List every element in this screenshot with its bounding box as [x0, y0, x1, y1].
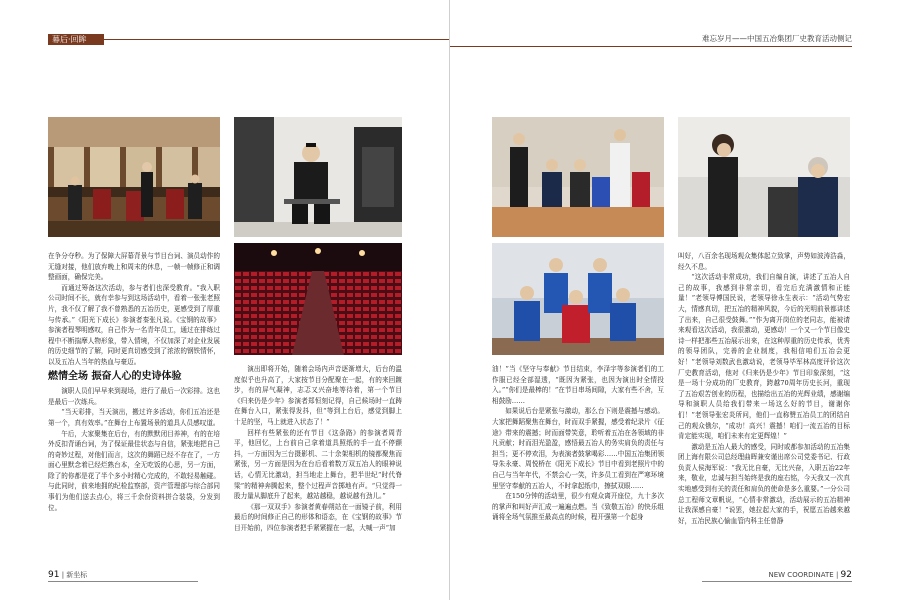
right-footer: NEW COORDINATE | 92	[768, 570, 852, 580]
magazine-name-english: NEW COORDINATE	[768, 571, 834, 579]
header-rule	[104, 39, 449, 40]
paragraph: 而通过筹备这次活动，参与者们也深受教育。“我入职公司时间不长，就有幸参与到这场活动中，看着一张张老照片，我不仅了解了我不曾熟悉的五冶历史，更感受到了厚重与传承。”《阳光下成长》参演者秦张凡说。《宝钢的故事》参演者程琴明感叹，自己作为一名青年员工，通过在排练过程中不断揣摩人物形象，带入情境，不仅加深了对企业发展的历史细节的了解，同时更真切感受到了浓浓的钢铁情怀，以及五冶人当年的热血与豪迈。	[48, 283, 220, 366]
footer-rule	[702, 581, 852, 582]
paragraph: 激动是五冶人最大的感受，同时或都参加活动的五冶集团上海有限公司总经理曲晖兼安谨出席公司党委书记、行政负责人侯海军说：“我无比自豪，无比兴奋，入职五冶22年来，敬业，忠诚与担当始终是我的座右铭，今天我又一次真实地感受到有关的责任和肩负的使命是多么重要。”一分公司总工程师文章帆说，“心情非常激动，活动展示的五冶精神让我深感自豪！”说罢，她拉起大家的手，祝愿五冶越来越好，五冶民族心愉血管内科主任曾静	[678, 442, 850, 525]
photo-performers-on-stage	[492, 117, 664, 237]
magazine-name: 新坐标	[66, 571, 88, 579]
page-number: 92	[840, 570, 852, 580]
left-column-2	[234, 364, 402, 534]
paragraph: 回样有些紧张的还有节目《这条路》的参演者周青平，他回忆，上台前自己拿着道具照纸的手一直不停颤抖，一方面因为三台摄影机、二十余架相机的镜都聚焦而紧张，另一方面是因为在台后看着数万双五冶人的眼神说话，心情无比激动，担当地走上舞台，把半世纪“时代脊梁”的精神奔腾起来，整个过程声音掷地有声。“只觉得一股力量从脚底升了起来，越站越稳，越说越有劲儿。”	[234, 428, 402, 501]
paragraph: 午后，大家聚集在后台，有的默默闭目养神，有的在培外反扣背诵台词，为了保证最佳状态与自信，紧张地把自己的奇妙过程，对他们而言，这次的舞蹈已经不存在了，一方面心里默念着已经烂熟台本，全无吃饭的心思，另一方面，除了的你都是花了半个多小时精心完成的，不敢轻易触碰。与此同时，前来地拥的纪检监察部，资产管理部与综合部同事们为他们送去点心，将三千余份资料拼合装袋，分发到位。	[48, 429, 220, 512]
left-column-1	[48, 251, 220, 513]
paragraph: 如果说后台是紧张与激动，那么台下则是震撼与感动。大家把舞蹈聚焦在舞台，时而双手紧握，感受着纪录片《征途》带来的震撼；时而面带笑意，聆听着五冶在各领域的非凡贡献；时而泪光盈盈，感悟最五冶人的务实肩负的责任与担当；更不停欢泪，为表演者鼓掌喝彩……中国五冶集团领导朱永豪、周悦桥在《阳光下成长》节目中看到老照片中的自己与当年年代，不禁会心一笑，许多员工看到在严寒环境里坚守奉献的五冶人，不时拿起纸巾，擦拭双眼……	[492, 407, 664, 490]
section-tab: 幕后·回眸	[48, 34, 104, 45]
right-column-1	[492, 364, 664, 523]
paragraph: 油！”当《坚守与奉献》节目结束，李泽宇等参演者们的工作服已经全部湿透，“既因为紧张，也因为演出时全情投入。”“你们是最棒的！”在节目串场间隙，大家有些不舍，互相鼓励……	[492, 365, 664, 405]
paragraph: 演职人员们早早来到现场，进行了最后一次彩排。这也是最后一次练兵。	[48, 387, 220, 406]
right-page	[450, 0, 900, 600]
header-rule	[450, 46, 852, 47]
right-column-2	[678, 251, 850, 526]
paragraph: 叫好，八百余名现场观众集体起立致掌，声势如波涛浩淼，经久不息。	[678, 252, 850, 271]
paragraph: 在争分夺秒。为了保障大屏幕背景与节目台词、演员动作的无缝对接，他们放弃晚上和周末的休息，一帧一帧修正和调整画面，确保完美。	[48, 252, 220, 282]
paragraph: 演出即将开始，随着会场内声音逐渐增大，后台的温度似乎也升高了，大家按节目分配聚在一起，有的来回踱步，有的屏气凝神，志忑又兴奋地等待着，第一个节目《归来仍是少年》参演者郑恒刻记得，自己候场时一直踌在舞台入口，紧张得发抖，但“等到上台后，感觉到脚上十足的坚，马上就进入状态了！”	[234, 365, 402, 426]
paragraph: 在150分钟的活动里，很少有观众离开座位，九十多次的掌声和叫好声汇成一遍遍点燃。当《致敬五冶》的快乐组诵将全场气氛推至最高点的时候，程开强第一个起身	[492, 492, 664, 522]
paragraph: “这次活动非常成功，我们自编自演，讲述了五冶人自己的故事，我感到非常亲切，看完后充满激情和正能量！”老领导傅国民说，老领导徐永生表示：“活动气势宏大，情感真切，把五冶的精神风貌，今后的光明前景都讲述了出来，自己很受鼓舞。”“作为离开岗位的老同志，能被请来观看这次活动，我很激动，更感动！一个又一个节目像史诗一样把那些五冶展示出来，在这种厚重的历史传承，优秀的领导团队，完善的企业制度，我相信咱们五冶会更好！”老领导刘数武也激动说，老领导毕军林高度评价这次厂史教育活动，他对《归来仍是少年》节目印象深刻，“这是一场十分成功的厂史教育，跨越70周年历史长河，重现了五冶艰苦创业的历程，也描绘出五冶的光辉业绩，感谢编导和演职人员给我们带来一场这么好的节目，谢谢你们！”老领导张宏炎所问，他们一直称赞五冶员工的团结自己的观众俄尔，“成功！高兴！震撼！咱们一流五冶的目标肯定能实现，咱们未来有定更辉煌！”	[678, 273, 850, 441]
page-number: 91	[48, 570, 60, 580]
photo-makeup-session	[678, 117, 850, 237]
photo-workers-blue-uniforms	[492, 243, 664, 355]
section-subhead: 燃情全场 振奋人心的史诗体验	[48, 370, 182, 382]
photo-backstage-dressing-room	[48, 117, 220, 237]
left-footer: 91 | 新坐标	[48, 570, 88, 580]
paragraph: 《那一双双手》参演者黄春朔站在一面镜子前，利用最后的时间修正自己的形体和语态，在《宝钢的故事》节目开始前，四位参演者把手紧紧握在一起，大喊一声“加	[234, 502, 402, 532]
paragraph: “当天彩排，当天演出，搬过许多活动，你们五冶还是第一个，真有效率。”在舞台上布置场景的道具人员感叹道。	[48, 408, 220, 427]
footer-rule	[48, 581, 198, 582]
photo-rehearsal-man-seated	[234, 117, 402, 237]
running-title: 难忘岁月——中国五冶集团厂史教育活动侧记	[702, 34, 852, 43]
photo-auditorium-seats	[234, 243, 402, 355]
